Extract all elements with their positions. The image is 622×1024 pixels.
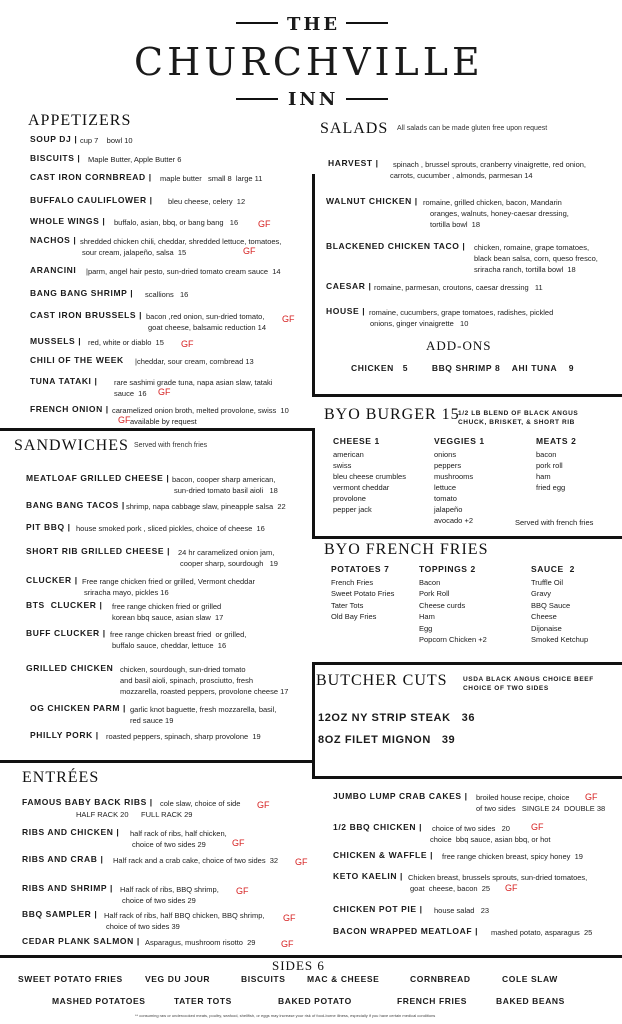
menu-item-desc: and basil aioli, spinach, prosciutto, fresh — [120, 676, 253, 685]
menu-item-desc: |parm, angel hair pesto, sun-dried tomato cream sauce 14 — [86, 267, 281, 276]
menu-item-name: CHILI OF THE WEEK — [30, 355, 124, 365]
salads-note: All salads can be made gluten free upon request — [397, 125, 548, 132]
menu-item-name: FRENCH ONION | — [30, 404, 109, 414]
menu-item-desc: bacon, cooper sharp american, — [172, 475, 276, 484]
byo-fries-header: TOPPINGS 2 — [419, 564, 476, 574]
butcher-note: USDA BLACK ANGUS CHOICE BEEF — [463, 676, 594, 683]
menu-item-desc: sauce 16 — [114, 389, 147, 398]
side-item: MASHED POTATOES — [52, 996, 146, 1006]
gf-badge: GF — [531, 822, 544, 832]
salads-title: SALADS — [320, 120, 389, 137]
menu-item-desc: sriracha ranch, tortilla bowl 18 — [474, 265, 576, 274]
addons-list: CHICKEN 5 BBQ SHRIMP 8 AHI TUNA 9 — [351, 363, 575, 373]
gf-badge: GF — [118, 415, 131, 425]
menu-item-desc: rare sashimi grade tuna, napa asian slaw, tataki — [114, 378, 273, 387]
gf-badge: GF — [585, 792, 598, 802]
byo-burger-option: provolone — [333, 494, 366, 503]
menu-item-desc: house salad 23 — [434, 906, 490, 915]
menu-item-name: BISCUITS | — [30, 153, 81, 163]
appetizers-title: APPETIZERS — [28, 112, 132, 129]
menu-item-desc: HALF RACK 20 FULL RACK 29 — [76, 810, 193, 819]
menu-item-desc: shredded chicken chili, cheddar, shredded lettuce, tomatoes, — [80, 237, 282, 246]
menu-item-desc: romaine, parmesan, croutons, caesar dressing 11 — [374, 283, 543, 292]
menu-item-desc: oranges, walnuts, honey-caesar dressing, — [430, 209, 569, 218]
byo-fries-title: BYO FRENCH FRIES — [324, 541, 489, 558]
byo-burger-note: 1/2 LB BLEND OF BLACK ANGUS — [458, 410, 579, 417]
menu-item-name: CLUCKER | — [26, 575, 78, 585]
byo-burger-option: pepper jack — [333, 505, 372, 514]
menu-item-desc: sun-dried tomato basil aioli 18 — [174, 486, 278, 495]
gf-badge: GF — [236, 886, 249, 896]
byo-fries-option: Sweet Potato Fries — [331, 589, 395, 599]
byo-burger-option: onions — [434, 450, 457, 459]
menu-item-desc: Free range chicken fried or grilled, Vermont cheddar — [82, 577, 256, 586]
sandwiches-note: Served with french fries — [134, 442, 208, 449]
menu-item-desc: Chicken breast, brussels sprouts, sun-dried tomatoes, — [408, 873, 588, 882]
menu-item-desc: chicken, romaine, grape tomatoes, — [474, 243, 590, 252]
menu-item-desc: goat cheese, bacon 25 — [410, 884, 491, 893]
byo-burger-option: pork roll — [536, 461, 563, 470]
menu-item-desc: Maple Butter, Apple Butter 6 — [88, 155, 182, 164]
menu-item-desc: chicken, sourdough, sun-dried tomato — [120, 665, 246, 674]
menu-item-name: BANG BANG SHRIMP | — [30, 288, 134, 298]
byo-fries-option: French Fries — [331, 578, 374, 587]
butcher-item: 12OZ NY STRIP STEAK 36 — [318, 712, 476, 724]
byo-burger-option: vermont cheddar — [333, 483, 390, 492]
side-item: MAC & CHEESE — [307, 974, 380, 984]
butcher-title: BUTCHER CUTS — [316, 672, 448, 689]
menu-item-name: FAMOUS BABY BACK RIBS | — [22, 797, 153, 807]
byo-fries-option: BBQ Sauce — [531, 600, 571, 610]
menu-item-desc: house smoked pork , sliced pickles, choice of cheese 16 — [76, 524, 265, 533]
gf-badge: GF — [282, 314, 295, 324]
sides-title: SIDES 6 — [272, 958, 325, 973]
menu-item-desc: broiled house recipe, choice — [476, 793, 570, 802]
side-item: SWEET POTATO FRIES — [18, 974, 123, 984]
menu-item-name: OG CHICKEN PARM | — [30, 703, 127, 713]
menu-item-name: SHORT RIB GRILLED CHEESE | — [26, 546, 171, 556]
byo-burger-option: american — [333, 450, 364, 459]
menu-item-desc: black bean salsa, corn, queso fresco, — [474, 254, 598, 263]
byo-burger-header: VEGGIES 1 — [434, 436, 485, 446]
byo-fries-option: Egg — [419, 623, 433, 633]
menu-item-desc: bleu cheese, celery 12 — [168, 197, 246, 206]
menu-item-desc: cooper sharp, sourdough 19 — [180, 559, 278, 568]
byo-fries-header: SAUCE 2 — [531, 564, 576, 574]
byo-fries-header: POTATOES 7 — [331, 564, 390, 574]
byo-fries-option: Tater Tots — [331, 600, 364, 610]
menu-item-name: SOUP DJ | — [30, 134, 78, 144]
menu-item-desc: red sauce 19 — [130, 716, 174, 725]
menu-item-name: BUFFALO CAULIFLOWER | — [30, 195, 153, 205]
menu-item-name: GRILLED CHICKEN — [26, 663, 114, 673]
byo-fries-option: Gravy — [531, 589, 552, 599]
menu-item-desc: Half rack and a crab cake, choice of two sides 32 — [113, 856, 279, 865]
byo-fries-option: Smoked Ketchup — [531, 635, 589, 644]
menu-item-desc: half rack of ribs, half chicken, — [130, 829, 227, 838]
byo-burger-option: ham — [536, 472, 551, 481]
byo-burger-header: CHEESE 1 — [333, 436, 380, 446]
menu-item-name: MEATLOAF GRILLED CHEESE | — [26, 473, 170, 483]
menu-item-desc: spinach , brussel sprouts, cranberry vinaigrette, red onion, — [393, 160, 587, 169]
byo-fries-option: Bacon — [419, 578, 441, 587]
butcher-item: 8OZ FILET MIGNON 39 — [318, 734, 456, 746]
byo-fries-option: Cheese curds — [419, 600, 466, 610]
menu-item-name: NACHOS | — [30, 235, 77, 245]
menu-item-name: TUNA TATAKI | — [30, 376, 98, 386]
menu-item-name: PIT BBQ | — [26, 522, 71, 532]
gf-badge: GF — [257, 800, 270, 810]
menu-item-desc: choice of two sides 29 — [122, 896, 196, 905]
menu-item-name: RIBS AND CRAB | — [22, 854, 104, 864]
menu-item-desc: maple butter small 8 large 11 — [160, 174, 263, 183]
side-item: COLE SLAW — [502, 974, 558, 984]
menu-item-desc: roasted peppers, spinach, sharp provolone 19 — [106, 732, 261, 741]
restaurant-name: CHURCHVILLE — [134, 40, 484, 84]
menu-item-desc: caramelized onion broth, melted provolone, swiss 10 — [112, 406, 289, 415]
gf-badge: GF — [281, 939, 294, 949]
gf-badge: GF — [232, 838, 245, 848]
byo-burger-option: peppers — [434, 461, 462, 470]
menu-item-desc: onions, ginger vinaigrette 10 — [370, 319, 469, 328]
menu-item-desc: red, white or diablo 15 — [88, 338, 164, 347]
menu-item-desc: romaine, grilled chicken, bacon, Mandarin — [423, 198, 562, 207]
menu-item-desc: sour cream, jalapeño, salsa 15 — [82, 248, 187, 257]
menu-item-name: CHICKEN & WAFFLE | — [333, 850, 434, 860]
menu-item-name: WHOLE WINGS | — [30, 216, 106, 226]
side-item: BAKED POTATO — [278, 996, 352, 1006]
gf-badge: GF — [158, 387, 171, 397]
menu-item-desc: sriracha mayo, pickles 16 — [84, 588, 169, 597]
addons-title: ADD-ONS — [426, 338, 492, 353]
menu-item-name: CAESAR | — [326, 281, 372, 291]
byo-burger-option: swiss — [333, 461, 352, 470]
menu-item-desc: 24 hr caramelized onion jam, — [178, 548, 275, 557]
menu-item-desc: choice of two sides 29 — [132, 840, 206, 849]
gf-badge: GF — [258, 219, 271, 229]
side-item: BISCUITS — [241, 974, 286, 984]
byo-burger-option: bacon — [536, 450, 557, 459]
byo-burger-option: fried egg — [536, 483, 566, 492]
menu-item-desc: available by request — [130, 417, 197, 426]
menu-item-name: BACON WRAPPED MEATLOAF | — [333, 926, 479, 936]
gf-badge: GF — [243, 246, 256, 256]
menu-item-desc: carrots, cucumber , almonds, parmesan 14 — [390, 171, 533, 180]
menu-item-desc: Asparagus, mushroom risotto 29 — [145, 938, 256, 947]
gf-badge: GF — [295, 857, 308, 867]
menu-item-desc: free range chicken breast fried or grilled, — [110, 630, 247, 639]
byo-burger-option: lettuce — [434, 483, 457, 492]
menu-item-desc: free range chicken fried or grilled — [112, 602, 222, 611]
menu-item-desc: mozzarella, roasted peppers, provolone cheese 17 — [120, 687, 289, 696]
menu-item-desc: korean bbq sauce, asian slaw 17 — [112, 613, 224, 622]
byo-fries-option: Pork Roll — [419, 589, 450, 599]
byo-burger-title: BYO BURGER 15 — [324, 406, 460, 423]
butcher-note2: CHOICE OF TWO SIDES — [463, 685, 549, 692]
menu-item-name: PHILLY PORK | — [30, 730, 99, 740]
sandwiches-title: SANDWICHES — [14, 437, 129, 454]
menu-item-desc: free range chicken breast, spicy honey 19 — [442, 852, 583, 861]
byo-burger-note2: CHUCK, BRISKET, & SHORT RIB — [458, 419, 575, 426]
byo-fries-option: Dijonaise — [531, 623, 562, 633]
byo-fries-option: Ham — [419, 612, 435, 622]
menu-item-name: KETO KAELIN | — [333, 871, 403, 881]
byo-burger-served: Served with french fries — [515, 518, 594, 527]
menu-item-desc: choice of two sides 20 — [432, 824, 510, 833]
menu-item-name: MUSSELS | — [30, 336, 82, 346]
menu-item-name: RIBS AND CHICKEN | — [22, 827, 120, 837]
menu-item-desc: scallions 16 — [145, 290, 189, 299]
byo-fries-option: Old Bay Fries — [331, 612, 377, 622]
menu-item-name: ARANCINI — [30, 265, 77, 275]
menu-item-desc: garlic knot baguette, fresh mozzarella, basil, — [130, 705, 277, 714]
menu-item-desc: of two sides SINGLE 24 DOUBLE 38 — [476, 804, 606, 813]
side-item: FRENCH FRIES — [397, 996, 468, 1006]
byo-burger-header: MEATS 2 — [536, 436, 577, 446]
menu-item-desc: bacon ,red onion, sun-dried tomato, — [146, 312, 265, 321]
side-item: CORNBREAD — [410, 974, 471, 984]
menu-item-desc: tortilla bowl 18 — [430, 220, 481, 229]
menu-item-name: CHICKEN POT PIE | — [333, 904, 423, 914]
side-item: TATER TOTS — [174, 996, 232, 1006]
byo-fries-option: Cheese — [531, 612, 557, 622]
header-the: THE — [287, 14, 341, 35]
menu-item-desc: buffalo sauce, cheddar, lettuce 16 — [112, 641, 227, 650]
gf-badge: GF — [283, 913, 296, 923]
menu-item-name: HARVEST | — [328, 158, 379, 168]
byo-burger-option: tomato — [434, 494, 457, 503]
menu-item-name: HOUSE | — [326, 306, 366, 316]
byo-fries-option: Popcorn Chicken +2 — [419, 635, 487, 644]
side-item: VEG DU JOUR — [145, 974, 211, 984]
disclaimer: ** consuming raw or undercooked meats, poultry, seafood, shellfish, or eggs may increase your risk of food-borne illness, especially if you have certain medical conditions — [135, 1013, 436, 1018]
menu-item-desc: choice of two sides 39 — [106, 922, 180, 931]
byo-burger-option: mushrooms — [434, 472, 474, 481]
menu-item-desc: shrimp, napa cabbage slaw, pineapple salsa 22 — [126, 502, 286, 511]
menu-item-name: CEDAR PLANK SALMON | — [22, 936, 140, 946]
menu-item-desc: cup 7 bowl 10 — [80, 136, 133, 145]
menu-item-name: BBQ SAMPLER | — [22, 909, 98, 919]
menu-item-name: WALNUT CHICKEN | — [326, 196, 418, 206]
menu-item-desc: Half rack of ribs, BBQ shrimp, — [120, 885, 219, 894]
byo-burger-option: jalapeño — [434, 505, 463, 514]
menu-item-name: BLACKENED CHICKEN TACO | — [326, 241, 466, 251]
byo-fries-option: Truffle Oil — [531, 578, 564, 587]
menu-item-desc: mashed potato, asparagus 25 — [491, 928, 593, 937]
header-inn: INN — [288, 89, 339, 110]
byo-burger-option: avocado +2 — [434, 516, 473, 525]
menu-item-desc: |cheddar, sour cream, cornbread 13 — [135, 357, 254, 366]
menu-item-desc: Half rack of ribs, half BBQ chicken, BBQ shrimp, — [104, 911, 265, 920]
menu-item-name: 1/2 BBQ CHICKEN | — [333, 822, 423, 832]
entrees-title: ENTRÉES — [22, 769, 100, 786]
side-item: BAKED BEANS — [496, 996, 565, 1006]
menu-item-desc: goat cheese, balsamic reduction 14 — [148, 323, 266, 332]
menu-item-desc: choice bbq sauce, asian bbq, or hot — [430, 835, 551, 844]
menu-item-name: JUMBO LUMP CRAB CAKES | — [333, 791, 468, 801]
menu-item-name: BUFF CLUCKER | — [26, 628, 106, 638]
gf-badge: GF — [181, 339, 194, 349]
menu-item-desc: cole slaw, choice of side — [160, 799, 241, 808]
menu-item-desc: romaine, cucumbers, grape tomatoes, radishes, pickled — [369, 308, 554, 317]
menu-item-name: BANG BANG TACOS | — [26, 500, 125, 510]
menu-item-desc: buffalo, asian, bbq, or bang bang 16 — [114, 218, 239, 227]
menu-item-name: BTS CLUCKER | — [26, 600, 103, 610]
byo-burger-option: bleu cheese crumbles — [333, 472, 406, 481]
menu-item-name: CAST IRON BRUSSELS | — [30, 310, 143, 320]
gf-badge: GF — [505, 883, 518, 893]
menu-item-name: RIBS AND SHRIMP | — [22, 883, 113, 893]
menu-item-name: CAST IRON CORNBREAD | — [30, 172, 152, 182]
